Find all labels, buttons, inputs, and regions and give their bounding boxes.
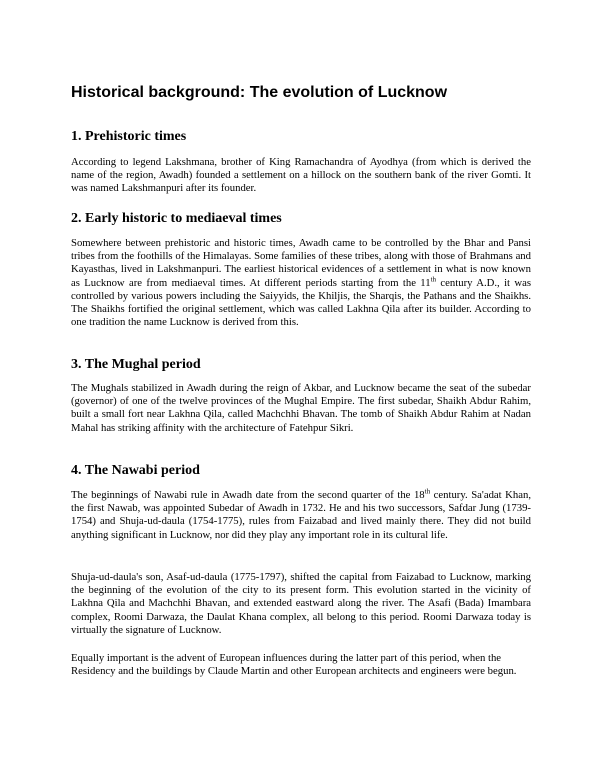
section-heading-prehistoric: 1. Prehistoric times [71, 129, 187, 144]
section-heading-mughal: 3. The Mughal period [71, 357, 201, 372]
paragraph-text: century. Sa'adat Khan, the first Nawab, was appointed Subedar of Awadh in 1732. He and his two successors, Safdar Jung (1739-1754) and Shuja-ud-daula (1754-1775), rules from Faizabad and lived mainly there. They did not build anything significant in Lucknow, nor did they play any important role in its cultural life. [71, 489, 531, 541]
paragraph-text: century A.D., it was controlled by various powers including the Saiyyids, the Khiljis, the Sharqis, the Pathans and the Shaikhs. The Shaikhs fortified the original settlement, which was called Lakhna Qila after its builder. According to one tradition the name Lucknow is derived from this. [71, 276, 532, 329]
section-paragraph: The Mughals stabilized in Awadh during the reign of Akbar, and Lucknow became the seat of the subedar (governor) of one of the twelve provinces of the Mughal Empire. The first subedar, Shaikh Abdur Rahim, built a small fort near Lakhna Qila, called Machchhi Bhavan. The tomb of Shaikh Abdur Rahim at Nadan Mahal has striking affinity with the architecture of Fatehpur Sikri. [71, 382, 531, 434]
section-paragraph: Shuja-ud-daula's son, Asaf-ud-daula (1775-1797), shifted the capital from Faizabad to Lucknow, marking the beginning of the evolution of the city to its present form. This evolution started in the vicinity of Lakhna Qila and Machchhi Bhavan, and extended eastward along the river. The Asafi (Bada) Imambara complex, Roomi Darwaza, the Daulat Khana complex, all belong to this period. Roomi Darwaza today is virtually the signature of Lucknow. [71, 571, 531, 636]
section-heading-early-historic: 2. Early historic to mediaeval times [71, 211, 282, 226]
paragraph-text: The beginnings of Nawabi rule in Awadh date from the second quarter of the 18 [71, 489, 425, 501]
paragraph-text: Somewhere between prehistoric and historic times, Awadh came to be controlled by the Bhar and Pansi tribes from the foothills of the Himalayas. Some families of these tribes, along with those of Brahmans and Kayasthas, lived in Lakshmanpuri. The earliest historical evidences of a settlement in what is now known as Lucknow are from mediaeval times. At different periods starting from the 11 [71, 237, 531, 289]
ordinal-superscript: th [424, 487, 431, 496]
section-paragraph: Equally important is the advent of European influences during the latter part of this period, when the Residency and the buildings by Claude Martin and other European architects and engineers were begun. [71, 652, 517, 678]
section-heading-nawabi: 4. The Nawabi period [71, 463, 200, 478]
ordinal-superscript: th [430, 275, 437, 284]
section-paragraph [71, 237, 531, 329]
section-paragraph [71, 489, 531, 542]
section-paragraph: According to legend Lakshmana, brother of King Ramachandra of Ayodhya (from which is derived the name of the region, Awadh) founded a settlement on a hillock on the southern bank of the river Gomti. It was named Lakshmanpuri after its founder. [71, 156, 531, 195]
page-title: Historical background: The evolution of Lucknow [71, 84, 448, 101]
